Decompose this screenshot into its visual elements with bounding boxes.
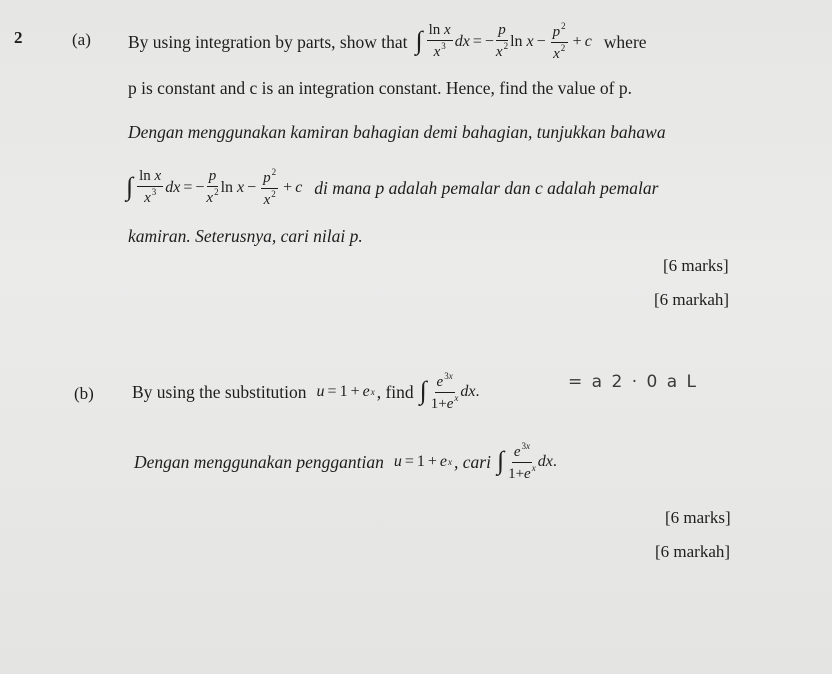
part-a-malay-dimana: di mana p adalah pemalar dan c adalah pemalar <box>314 177 659 198</box>
part-a-english-intro: By using integration by parts, show that <box>128 31 408 52</box>
part-a-marks-malay: [6 markah] <box>654 290 730 309</box>
integration-equation: ∫ $\frac{\text{ln x}}{x^3}$ dx = − $\frac{p}{x^2}$ ln x − $\frac{p^2}{x^2}$ + c <box>415 20 592 62</box>
integration-equation-malay: ∫ $\frac{\text{ln x}}{x^3}$ dx = − $\frac{p}{x^2}$ ln x − $\frac{p^2}{x^2}$ + c <box>126 166 303 208</box>
part-a-where: where <box>603 31 647 52</box>
part-b-marks-english: [6 marks] <box>665 508 731 527</box>
part-b-malay-find: , cari <box>454 451 491 472</box>
part-b-malay-line <box>134 432 557 492</box>
part-a-malay-line3: kamiran. Seterusnya, cari nilai p. <box>128 226 363 246</box>
part-b-label: (b) <box>74 384 94 403</box>
part-b-malay-intro: Dengan menggunakan penggantian <box>134 451 384 472</box>
part-b-english-line <box>132 362 480 422</box>
question-number: 2 <box>14 28 23 47</box>
integral-expression: ∫ $\frac{e^{3x}}{1+e^x}$ dx . <box>419 370 480 412</box>
integral-expression-malay: ∫ $\frac{e^{3x}}{1+e^x}$ dx . <box>496 440 557 482</box>
part-a-english-line1 <box>128 12 647 72</box>
part-a-english-line2: p is constant and c is an integration constant. Hence, find the value of p. <box>128 78 632 98</box>
part-a-marks-english: [6 marks] <box>663 256 729 275</box>
substitution-expression-malay: u = 1 + e x <box>393 453 452 470</box>
part-b-english-find: , find <box>376 381 414 402</box>
part-b-marks-malay: [6 markah] <box>655 542 731 561</box>
part-a-label: (a) <box>72 30 91 49</box>
part-a-malay-line2 <box>126 160 658 216</box>
substitution-expression: u = 1 + e x <box>316 383 375 400</box>
handwritten-note: = a 2 · 0 a L <box>568 372 699 392</box>
part-b-english-intro: By using the substitution <box>132 381 307 402</box>
part-a-malay-line1: Dengan menggunakan kamiran bahagian demi bahagian, tunjukkan bahawa <box>128 122 666 142</box>
